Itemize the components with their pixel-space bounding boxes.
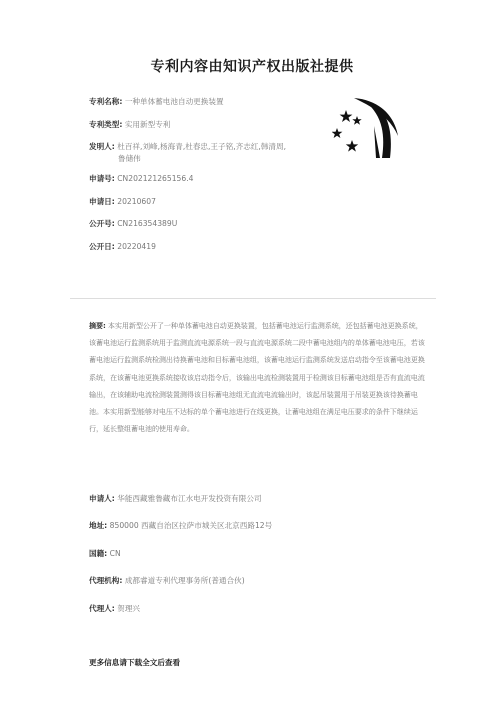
inventor-value: 杜百祥,刘峰,杨海青,杜春忠,王子铭,齐志红,韩清周,	[117, 142, 287, 152]
applicant-info	[89, 493, 429, 630]
inventor-value-cont: 鲁储伟	[118, 154, 141, 164]
name-label: 专利名称:	[89, 97, 123, 106]
address-label: 地址:	[89, 521, 108, 531]
agency-label: 代理机构:	[89, 576, 123, 586]
country-row	[89, 548, 429, 575]
section-divider	[70, 298, 436, 299]
agency-value: 成都睿道专利代理事务所(普通合伙)	[124, 576, 245, 586]
pubno-value: CN216354389U	[117, 219, 178, 229]
appno-label: 申请号:	[89, 174, 115, 184]
agency-row	[89, 575, 429, 602]
agent-label: 代理人:	[89, 603, 115, 613]
address-value: 850000 西藏自治区拉萨市城关区北京西路12号	[109, 521, 273, 531]
agent-row	[89, 603, 429, 630]
pubdate-label: 公开日:	[89, 241, 115, 251]
meta-row-inventors	[89, 142, 349, 174]
appno-value: CN202121265156.4	[117, 174, 194, 184]
abstract-text: 本实用新型公开了一种单体蓄电池自动更换装置，包括蓄电池运行监测系统，还包括蓄电池更换系统，该蓄电池运行监测系统用于监测直流电源系统一段与直流电源系统二段中蓄电池组内的单体蓄电池电压，若该蓄电池运行监测系统检测出待换蓄电池和目标蓄电池组，该蓄电池运行监测系统发送启动指令至该蓄电池更换系统，在该蓄电池更换系统接收该启动指令后，该输出电流检测装置用于检测该目标蓄电池组是否有直流电流输出，在该辅助电流检测装置测得该目标蓄电池组无直流电流输出时，该起吊装置用于吊装更换该待换蓄电池。本实用新型能够对电压不达标的单个蓄电池进行在线更换，让蓄电池组在满足电压要求的条件下继续运行，延长整组蓄电池的使用寿命。	[89, 321, 425, 434]
name-value: 一种单体蓄电池自动更换装置	[124, 97, 224, 106]
pubdate-value: 20220419	[117, 241, 156, 251]
abstract-label: 摘要:	[89, 321, 106, 330]
meta-row-pubdate	[89, 242, 349, 265]
country-label: 国籍:	[89, 548, 108, 558]
type-value: 实用新型专利	[124, 119, 171, 129]
inventor-label: 发明人:	[89, 142, 115, 152]
applicant-value: 华能西藏雅鲁藏布江水电开发投资有限公司	[117, 494, 262, 503]
address-row	[89, 520, 429, 547]
abstract-block	[89, 317, 429, 437]
patent-meta	[89, 97, 349, 265]
meta-row-type	[89, 120, 349, 143]
agent-value: 贺理兴	[117, 603, 141, 613]
meta-row-appdate	[89, 197, 349, 220]
pubno-label: 公开号:	[89, 219, 115, 229]
meta-row-name	[89, 97, 349, 120]
page-title: 专利内容由知识产权出版社提供	[150, 59, 354, 75]
appdate-value: 20210607	[117, 196, 156, 206]
publisher-emblem-icon	[332, 96, 400, 160]
meta-row-appno	[89, 174, 349, 197]
applicant-label: 申请人:	[89, 494, 115, 503]
type-label: 专利类型:	[89, 119, 123, 129]
download-more-link[interactable]: 更多信息请下载全文后查看	[89, 658, 181, 667]
applicant-row	[89, 493, 429, 520]
meta-row-pubno	[89, 219, 349, 242]
country-value: CN	[109, 548, 121, 558]
appdate-label: 申请日:	[89, 196, 115, 206]
